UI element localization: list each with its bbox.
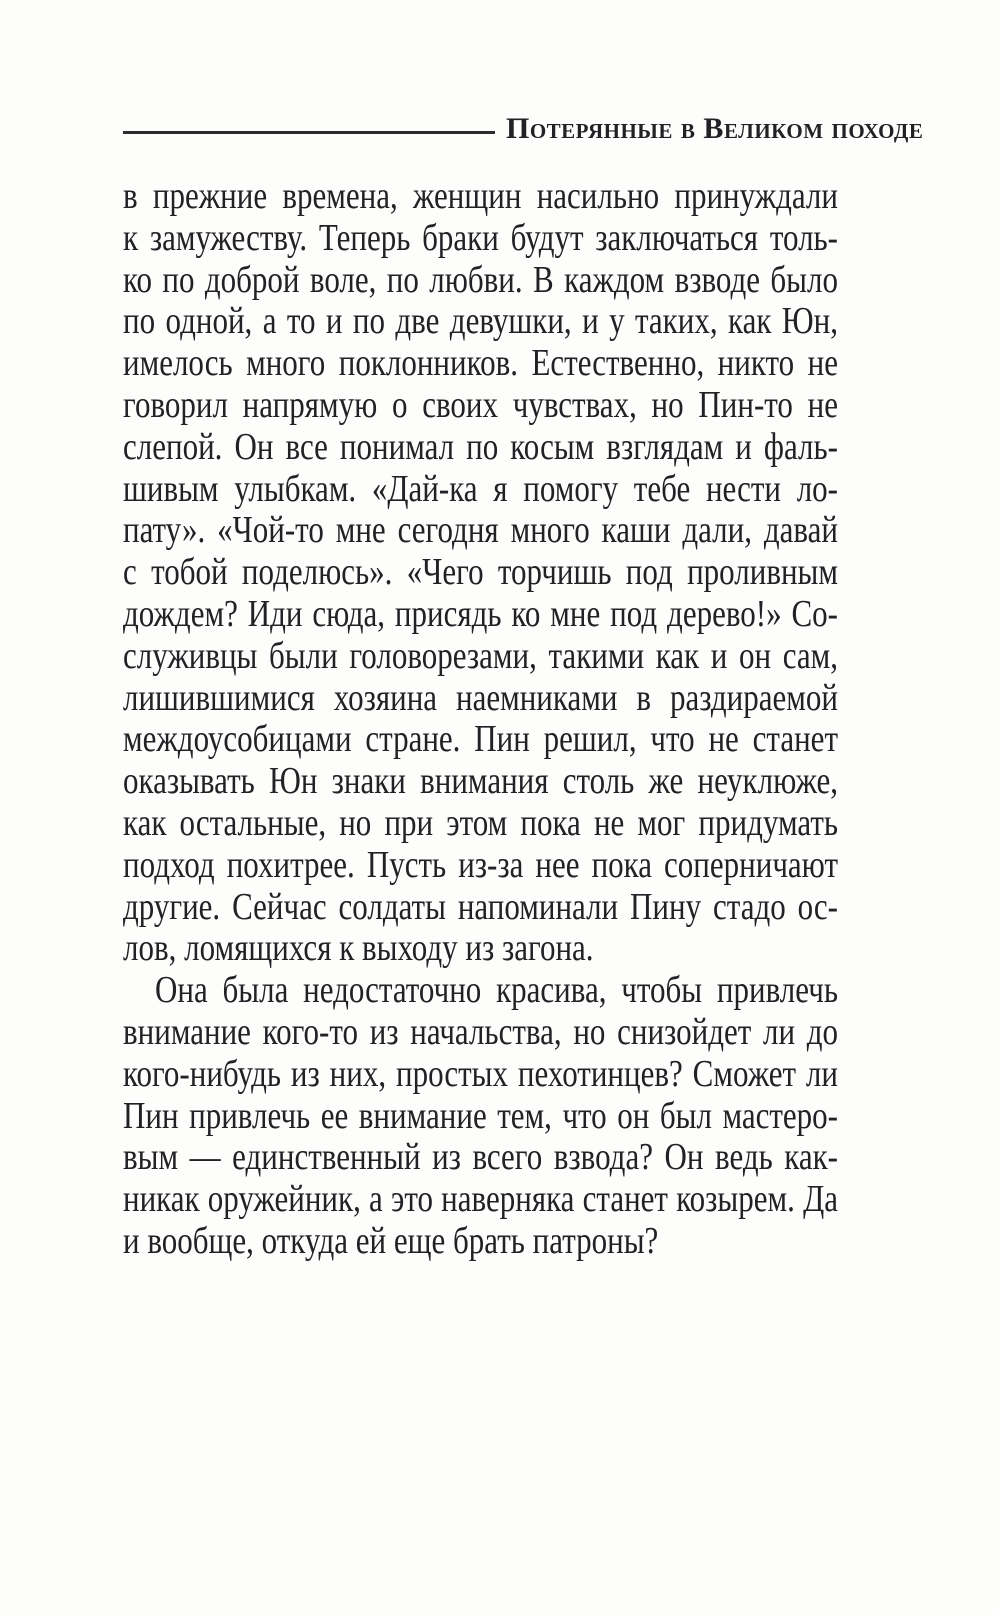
text-line: к замужеству. Теперь браки будут заключаться толь- xyxy=(123,215,838,259)
running-head xyxy=(0,0,999,160)
text-line: и вообще, откуда ей еще брать патроны? xyxy=(123,1218,659,1262)
text-line: Пин привлечь ее внимание тем, что он был мастеро- xyxy=(123,1093,838,1136)
text-line: имелось много поклонников. Естественно, никто не xyxy=(123,340,838,384)
text-line: слепой. Он все понимал по косым взглядам и фаль- xyxy=(123,424,838,468)
text-line: междоусобицами стране. Пин решил, что не станет xyxy=(123,716,838,760)
text-line: Она была недостаточно красива, чтобы привлечь xyxy=(155,967,838,1011)
text-line: оказывать Юн знаки внимания столь же неуклюже, xyxy=(123,758,838,802)
text-line: ко по доброй воле, по любви. В каждом взводе было xyxy=(123,257,838,300)
running-head-title: Потерянные в Великом походе xyxy=(506,112,924,145)
text-line: говорил напрямую о своих чувствах, но Пин-то не xyxy=(123,382,838,426)
paragraph-2 xyxy=(123,969,838,1262)
text-line: подход похитрее. Пусть из-за нее пока соперничают xyxy=(123,842,838,886)
body-text xyxy=(123,175,838,1262)
text-line: служивцы были головорезами, такими как и он сам, xyxy=(123,633,838,677)
text-line: лишившимися хозяина наемниками в раздираемой xyxy=(123,675,838,718)
text-line: внимание кого-то из начальства, но снизойдет ли до xyxy=(123,1009,838,1053)
text-line: как остальные, но при этом пока не мог придумать xyxy=(123,800,838,844)
paragraph-1 xyxy=(123,175,838,969)
text-line: шивым улыбкам. «Дай-ка я помогу тебе нести ло- xyxy=(123,466,838,509)
text-line: пату». «Чой-то мне сегодня много каши дали, давай xyxy=(123,507,838,551)
text-line: другие. Сейчас солдаты напоминали Пину стадо ос- xyxy=(123,884,838,927)
text-line: кого-нибудь из них, простых пехотинцев? Сможет ли xyxy=(123,1051,838,1095)
text-line: с тобой поделюсь». «Чего торчишь под проливным xyxy=(123,549,838,593)
text-line: вым — единственный из всего взвода? Он ведь как- xyxy=(123,1134,838,1178)
text-line: по одной, а то и по две девушки, и у таких, как Юн, xyxy=(123,298,838,342)
header-rule xyxy=(123,131,495,134)
text-line: в прежние времена, женщин насильно принуждали xyxy=(123,173,838,217)
text-line: дождем? Иди сюда, присядь ко мне под дерево!» Со- xyxy=(123,591,838,635)
text-line: никак оружейник, а это наверняка станет козырем. Да xyxy=(123,1176,838,1220)
text-line: лов, ломящихся к выходу из загона. xyxy=(123,925,594,969)
